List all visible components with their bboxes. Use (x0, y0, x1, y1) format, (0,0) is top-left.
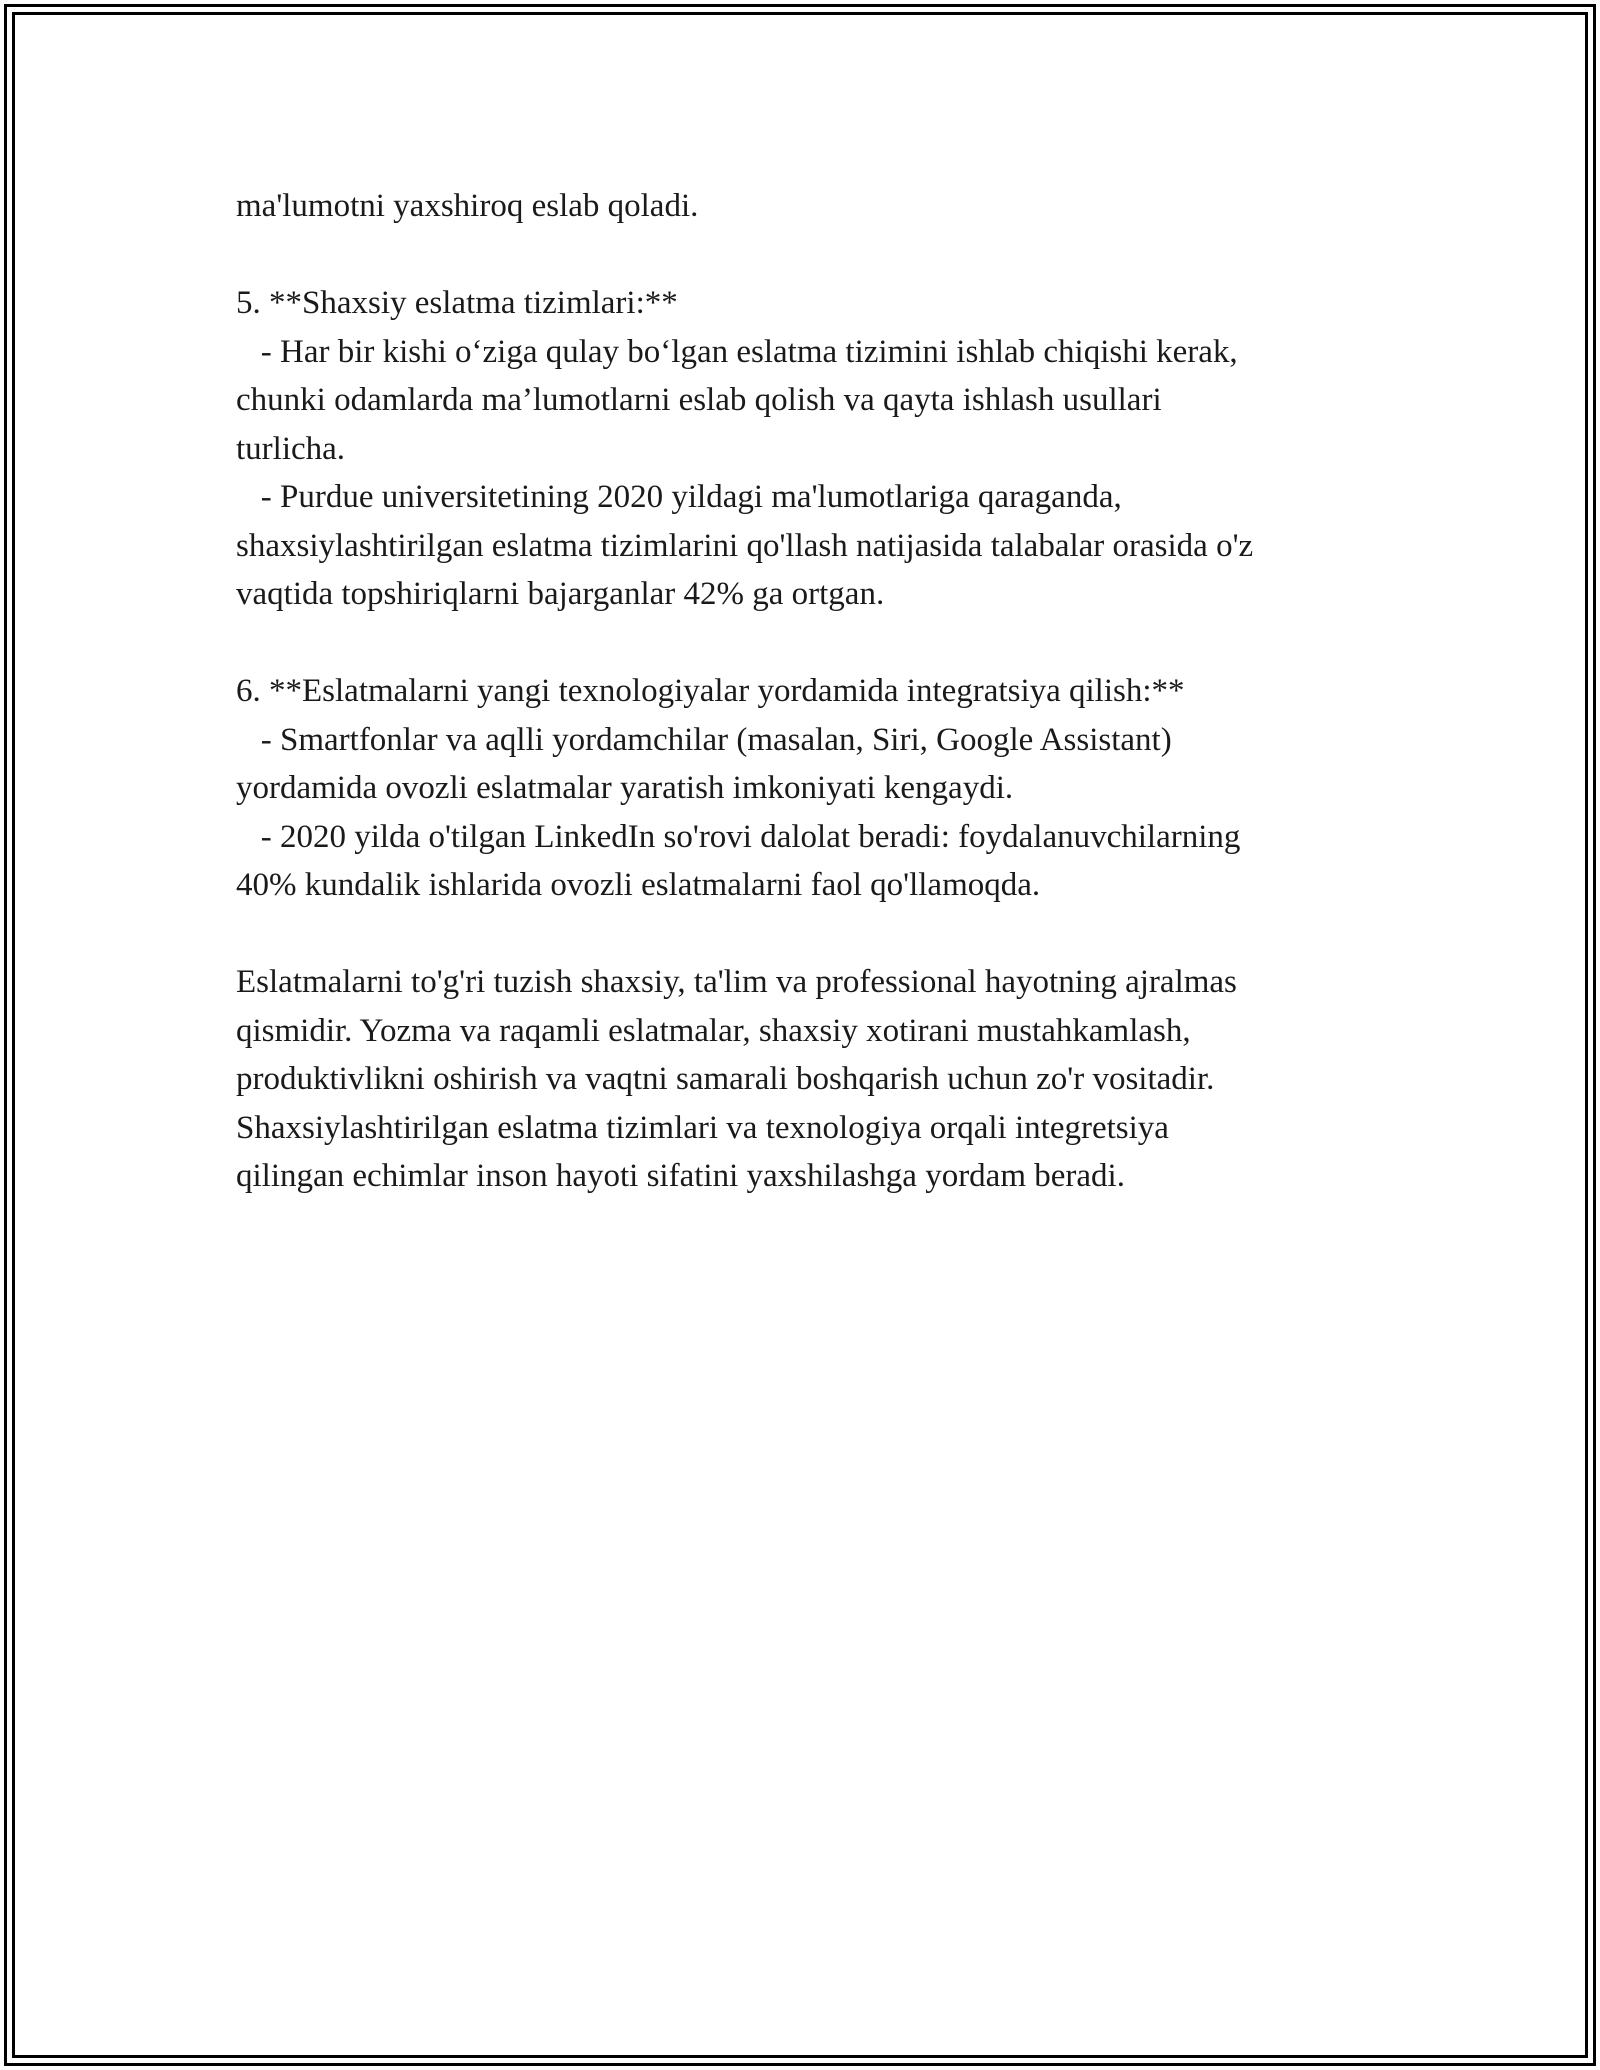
text-line: 40% kundalik ishlarida ovozli eslatmalarni faol qo'llamoqda. (236, 867, 1041, 903)
document-body (236, 182, 1386, 1201)
text-line: shaxsiylashtirilgan eslatma tizimlarini qo'llash natijasida talabalar orasida o'z (236, 527, 1254, 564)
paragraph-gap (236, 231, 1386, 280)
text-line: turlicha. (236, 430, 346, 467)
conclusion-line: qismidir. Yozma va raqamli eslatmalar, shaxsiy xotirani mustahkamlash, (236, 1012, 1191, 1049)
section-heading: 6. **Eslatmalarni yangi texnologiyalar yordamida integratsiya qilish:** (236, 673, 1185, 709)
paragraph-gap (236, 619, 1386, 668)
text-line: - Har bir kishi o‘ziga qulay bo‘lgan eslatma tizimini ishlab chiqishi kerak, (236, 333, 1238, 370)
text-line: - Smartfonlar va aqlli yordamchilar (masalan, Siri, Google Assistant) (236, 721, 1172, 758)
conclusion-line: qilingan echimlar inson hayoti sifatini yaxshilashga yordam beradi. (236, 1158, 1125, 1194)
paragraph-gap (236, 910, 1386, 959)
conclusion-line: Eslatmalarni to'g'ri tuzish shaxsiy, ta'lim va professional hayotning ajralmas (236, 964, 1237, 1000)
text-line: - Purdue universitetining 2020 yildagi ma'lumotlariga qaraganda, (236, 479, 1122, 515)
text-line: chunki odamlarda ma’lumotlarni eslab qolish va qayta ishlash usullari (236, 382, 1162, 418)
text-line: yordamida ovozli eslatmalar yaratish imkoniyati kengaydi. (236, 770, 1014, 806)
section-heading: 5. **Shaxsiy eslatma tizimlari:** (236, 285, 678, 321)
conclusion-line: Shaxsiylashtirilgan eslatma tizimlari va texnologiya orqali integretsiya (236, 1109, 1169, 1146)
text-line: vaqtida topshiriqlarni bajarganlar 42% ga ortgan. (236, 576, 885, 612)
conclusion-line: produktivlikni oshirish va vaqtni samarali boshqarish uchun zo'r vositadir. (236, 1061, 1215, 1097)
text-line: ma'lumotni yaxshiroq eslab qoladi. (236, 188, 699, 224)
text-line: - 2020 yilda o'tilgan LinkedIn so'rovi dalolat beradi: foydalanuvchilarning (236, 818, 1241, 855)
